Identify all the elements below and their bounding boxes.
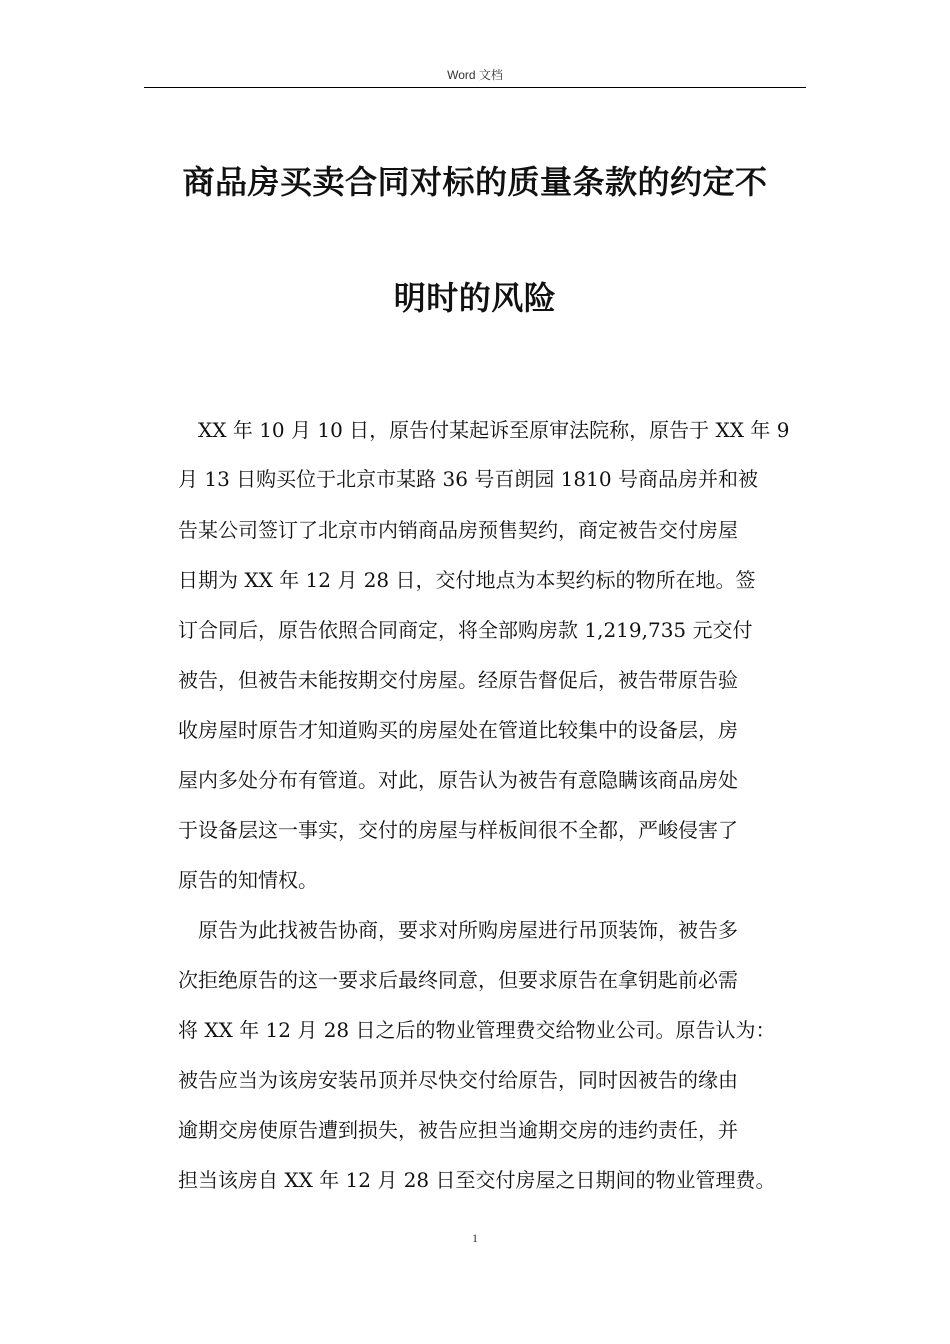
paragraph-2-line-1: 原告为此找被告协商，要求对所购房屋进行吊顶装饰，被告多 [198,918,738,942]
paragraph-1-line-3: 告某公司签订了北京市内销商品房预售契约，商定被告交付房屋 [178,518,738,542]
paragraph-1-line-8: 屋内多处分布有管道。对此，原告认为被告有意隐瞒该商品房处 [178,768,738,792]
paragraph-2-line-5: 逾期交房使原告遭到损失，被告应担当逾期交房的违约责任，并 [178,1118,738,1142]
paragraph-2-line-2: 次拒绝原告的这一要求后最终同意，但要求原告在拿钥匙前必需 [178,968,738,992]
paragraph-1-line-5: 订合同后，原告依照合同商定，将全部购房款 1,219,735 元交付 [178,618,753,642]
paragraph-1-line-9: 于设备层这一事实，交付的房屋与样板间很不全都，严峻侵害了 [178,818,738,842]
paragraph-1-line-7: 收房屋时原告才知道购买的房屋处在管道比较集中的设备层，房 [178,718,738,742]
paragraph-1-line-1: XX 年 10 月 10 日，原告付某起诉至原审法院称，原告于 XX 年 9 [198,418,790,442]
document-title-line-1: 商品房买卖合同对标的质量条款的约定不 [182,163,768,201]
paragraph-2-line-6: 担当该房自 XX 年 12 月 28 日至交付房屋之日期间的物业管理费。 [178,1168,776,1192]
paragraph-1-line-2: 月 13 日购买位于北京市某路 36 号百朗园 1810 号商品房并和被 [178,467,758,491]
paragraph-2-line-3: 将 XX 年 12 月 28 日之后的物业管理费交给物业公司。原告认为： [178,1018,776,1042]
header-divider [144,87,806,88]
document-title-line-2: 明时的风险 [393,279,557,317]
paragraph-1-line-6: 被告，但被告未能按期交付房屋。经原告督促后，被告带原告验 [178,668,738,692]
page-number: 1 [472,1231,478,1245]
page-header: Word 文档 [447,68,503,82]
paragraph-1-line-10: 原告的知情权。 [178,868,318,892]
paragraph-1-line-4: 日期为 XX 年 12 月 28 日，交付地点为本契约标的物所在地。签 [178,568,756,592]
paragraph-2-line-4: 被告应当为该房安装吊顶并尽快交付给原告，同时因被告的缘由 [178,1068,738,1092]
